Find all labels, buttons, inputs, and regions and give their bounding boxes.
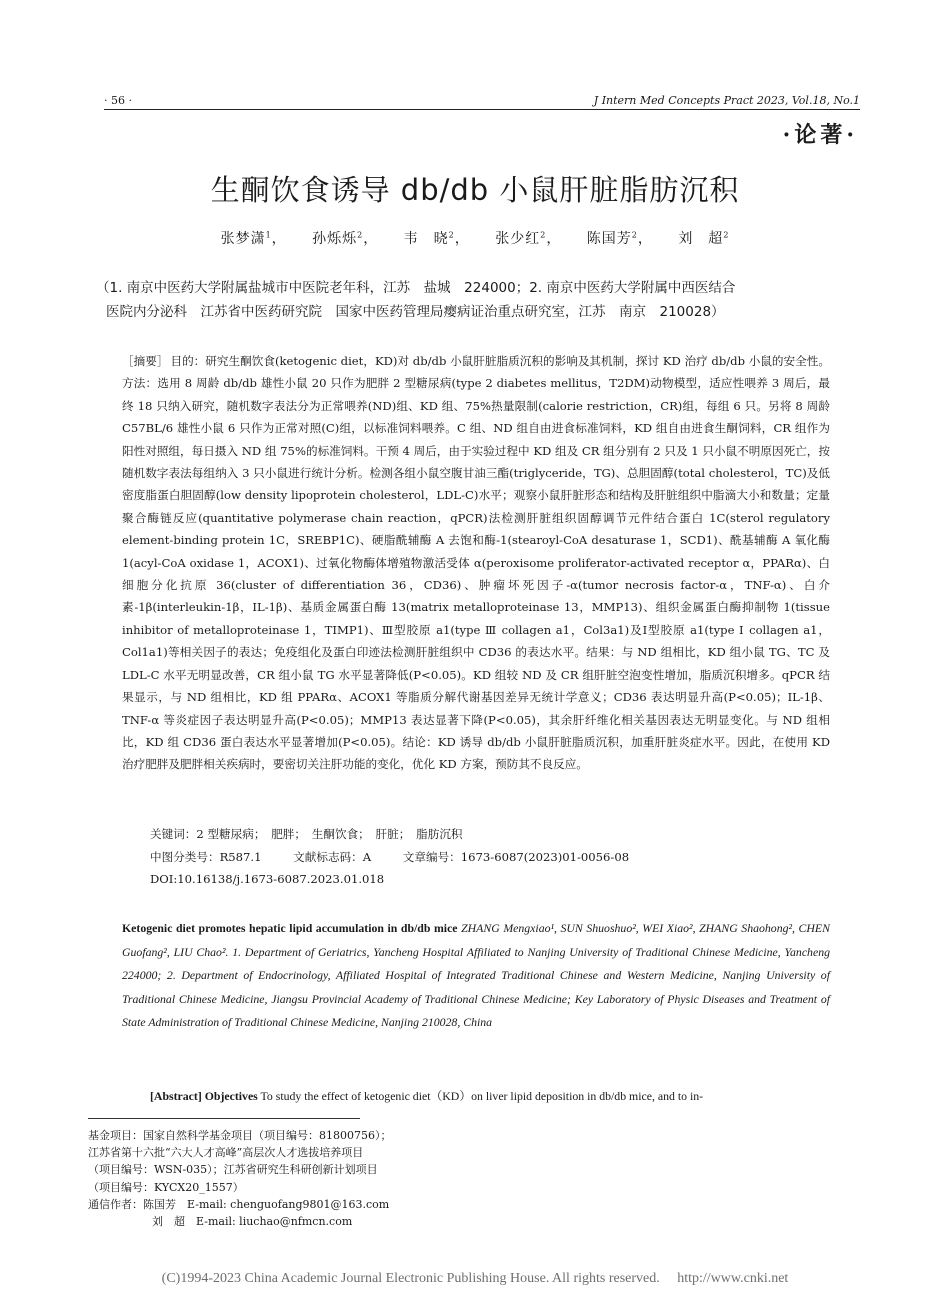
funding-line: （项目编号：KYCX20_1557） <box>88 1180 244 1194</box>
journal-citation: J Intern Med Concepts Pract 2023, Vol.18, No.1 <box>593 94 860 107</box>
article-number: 文章编号：1673-6087(2023)01-0056-08 <box>402 850 630 864</box>
chinese-abstract <box>122 350 830 776</box>
header-divider <box>104 109 860 110</box>
keywords-label: 关键词： <box>150 827 197 841</box>
affiliation-line-1: （1. 南京中医药大学附属盐城市中医院老年科，江苏 盐城 224000；2. 南京中医药大学附属中西医结合 <box>96 280 736 296</box>
document-code: 文献标志码：A <box>293 850 372 864</box>
article-title: 生酮饮食诱导 db/db 小鼠肝脏脂肪沉积 <box>210 173 740 207</box>
page-number: · 56 · <box>104 94 132 107</box>
english-title: Ketogenic diet promotes hepatic lipid accumulation in db/db mice <box>122 921 458 935</box>
funding-line: 基金项目：国家自然科学基金项目（项目编号：81800756）； <box>88 1129 392 1142</box>
affiliations <box>96 276 866 324</box>
author: 韦 晓$^2$， <box>403 230 470 247</box>
english-abstract-header <box>122 917 830 1035</box>
author: 刘 超$^2$ <box>678 230 730 247</box>
keywords <box>150 826 491 842</box>
clc-number: 中图分类号：R587.1 <box>150 850 262 864</box>
corresponding-author: 通信作者：陈国芳 E-mail: chenguofang9801@163.com <box>88 1197 390 1211</box>
author-list <box>0 228 950 248</box>
abstract-label: ［摘要］ <box>122 354 169 368</box>
funding-line: （项目编号：WSN-035）；江苏省研究生科研创新计划项目 <box>88 1163 378 1177</box>
affiliation-line-2: 医院内分泌科 江苏省中医药研究院 国家中医药管理局瘿病证治重点研究室，江苏 南京 210028） <box>106 304 725 320</box>
author: 张少红$^2$， <box>495 230 562 247</box>
keywords-items: 2 型糖尿病； 肥胖； 生酮饮食； 肝脏； 脂肪沉积 <box>196 827 463 841</box>
english-abstract-label: [Abstract] Objectives <box>150 1089 258 1103</box>
copyright-watermark: (C)1994-2023 China Academic Journal Electronic Publishing House. All rights reserved. http://www.cnki.net <box>161 1271 789 1286</box>
section-tag: ·论著· <box>782 122 858 148</box>
funding-line: 江苏省第十六批“六大人才高峰”高层次人才选拔培养项目 <box>88 1146 364 1160</box>
author: 陈国芳$^2$， <box>586 230 653 247</box>
doi: DOI:10.16138/j.1673-6087.2023.01.018 <box>150 872 385 886</box>
corresponding-author: 刘 超 E-mail: liuchao@nfmcn.com <box>152 1215 353 1229</box>
author: 孙烁烁$^2$， <box>312 230 379 247</box>
abstract-body: 目的：研究生酮饮食(ketogenic diet，KD)对 db/db 小鼠肝脏脂质沉积的影响及其机制，探讨 KD 治疗 db/db 小鼠的安全性。方法：选用 8 周龄 db/db 雄性小鼠 20 只作为肥胖 2 型糖尿病(type 2 diabetes mellitus，T2DM)动物模型，适应性喂养 3 周后，最终 18 只纳入研究，随机数字表法分为正常喂养(ND)组、KD 组、75%热量限制(calorie restriction，CR)组，每组 6 只。另将 8 周龄 C57BL/6 雄性小鼠 6 只作为正常对照(C)组，以标准饲料喂养。C 组、ND 组自由进食标准饲料，KD 组自由进食生酮饲料，CR 组作为阳性对照组，每日摄入 ND 组 75%的标准饲料。干预 4 周后，由于实验过程中 KD 组及 CR 组分别有 2 只及 1 只小鼠不明原因死亡，按随机数字表法每组纳入 3 只小鼠进行统计分析。检测各组小鼠空腹甘油三酯(triglyceride，TG)、总胆固醇(total cholesterol，TC)及低密度脂蛋白胆固醇(low density lipoprotein cholesterol，LDL-C)水平；观察小鼠肝脏形态和结构及肝脏组织中脂滴大小和数量；定量聚合酶链反应(quantitative polymerase chain reaction，qPCR)法检测肝脏组织固醇调节元件结合蛋白 1C(sterol regulatory element-binding protein 1C，SREBP1C)、硬脂酰辅酶 A 去饱和酶-1(stearoyl-CoA desaturase 1，SCD1)、酰基辅酶 A 氧化酶 1(acyl-CoA oxidase 1，ACOX1)、过氧化物酶体增殖物激活受体 α(peroxisome proliferator-activated receptor α，PPARα)、白细胞分化抗原 36(cluster of differentiation 36，CD36)、肿瘤坏死因子-α(tumor necrosis factor-α，TNF-α)、白介素-1β(interleukin-1β，IL-1β)、基质金属蛋白酶 13(matrix metalloproteinase 13，MMP13)、组织金属蛋白酶抑制物 1(tissue inhibitor of metalloproteinase 1，TIMP1)、Ⅲ型胶原 a1(type Ⅲ collagen a1，Col3a1)及Ⅰ型胶原 a1(type Ⅰ collagen a1，Col1a1)等相关因子的表达；免疫组化及蛋白印迹法检测肝脏组织中 CD36 的表达水平。结果：与 ND 组相比，KD 组小鼠 TG、TC 及 LDL-C 水平无明显改善，CR 组小鼠 TG 水平显著降低(P<0.05)。KD 组较 ND 及 CR 组肝脏空泡变性增加，脂质沉积增多。qPCR 结果显示，与 ND 组相比，KD 组 PPARα、ACOX1 等脂质分解代谢基因差异无统计学意义；CD36 表达明显升高(P<0.05)；IL-1β、TNF-α 等炎症因子表达明显升高(P<0.05)；MMP13 表达显著下降(P<0.05)，其余肝纤维化相关基因表达无明显变化。与 ND 组相比，KD 组 CD36 蛋白表达水平显著增加(P<0.05)。结论：KD 诱导 db/db 小鼠肝脏脂质沉积，加重肝脏炎症水平。因此，在使用 KD 治疗肥胖及肥胖相关疾病时，要密切关注肝功能的变化，优化 KD 方案，预防其不良反应。 <box>122 354 830 772</box>
author: 张梦潇$^1$， <box>220 230 287 247</box>
footnote-divider <box>88 1118 360 1119</box>
classification-line <box>150 849 657 865</box>
english-authors-affiliations: ZHANG Mengxiao¹, SUN Shuoshuo², WEI Xiao², ZHANG Shaohong², CHEN Guofang², LIU Chao². 1. Department of Geriatrics, Yancheng Hospital Affiliated to Nanjing University of Traditional Chinese Medicine, Yancheng 224000; 2. Department of Endocrinology, Affiliated Hospital of Integrated Traditional Chinese and Western Medicine, Nanjing University of Traditional Chinese Medicine, Jiangsu Provincial Academy of Traditional Chinese Medicine; Key Laboratory of Physic Diseases and Treatment of State Administration of Traditional Chinese Medicine, Nanjing 210028, China <box>122 921 830 1030</box>
footnotes <box>88 1127 488 1230</box>
english-abstract-text: To study the effect of ketogenic diet（KD）on liver lipid deposition in db/db mice, and to in- <box>260 1089 704 1103</box>
english-abstract <box>150 1087 830 1104</box>
